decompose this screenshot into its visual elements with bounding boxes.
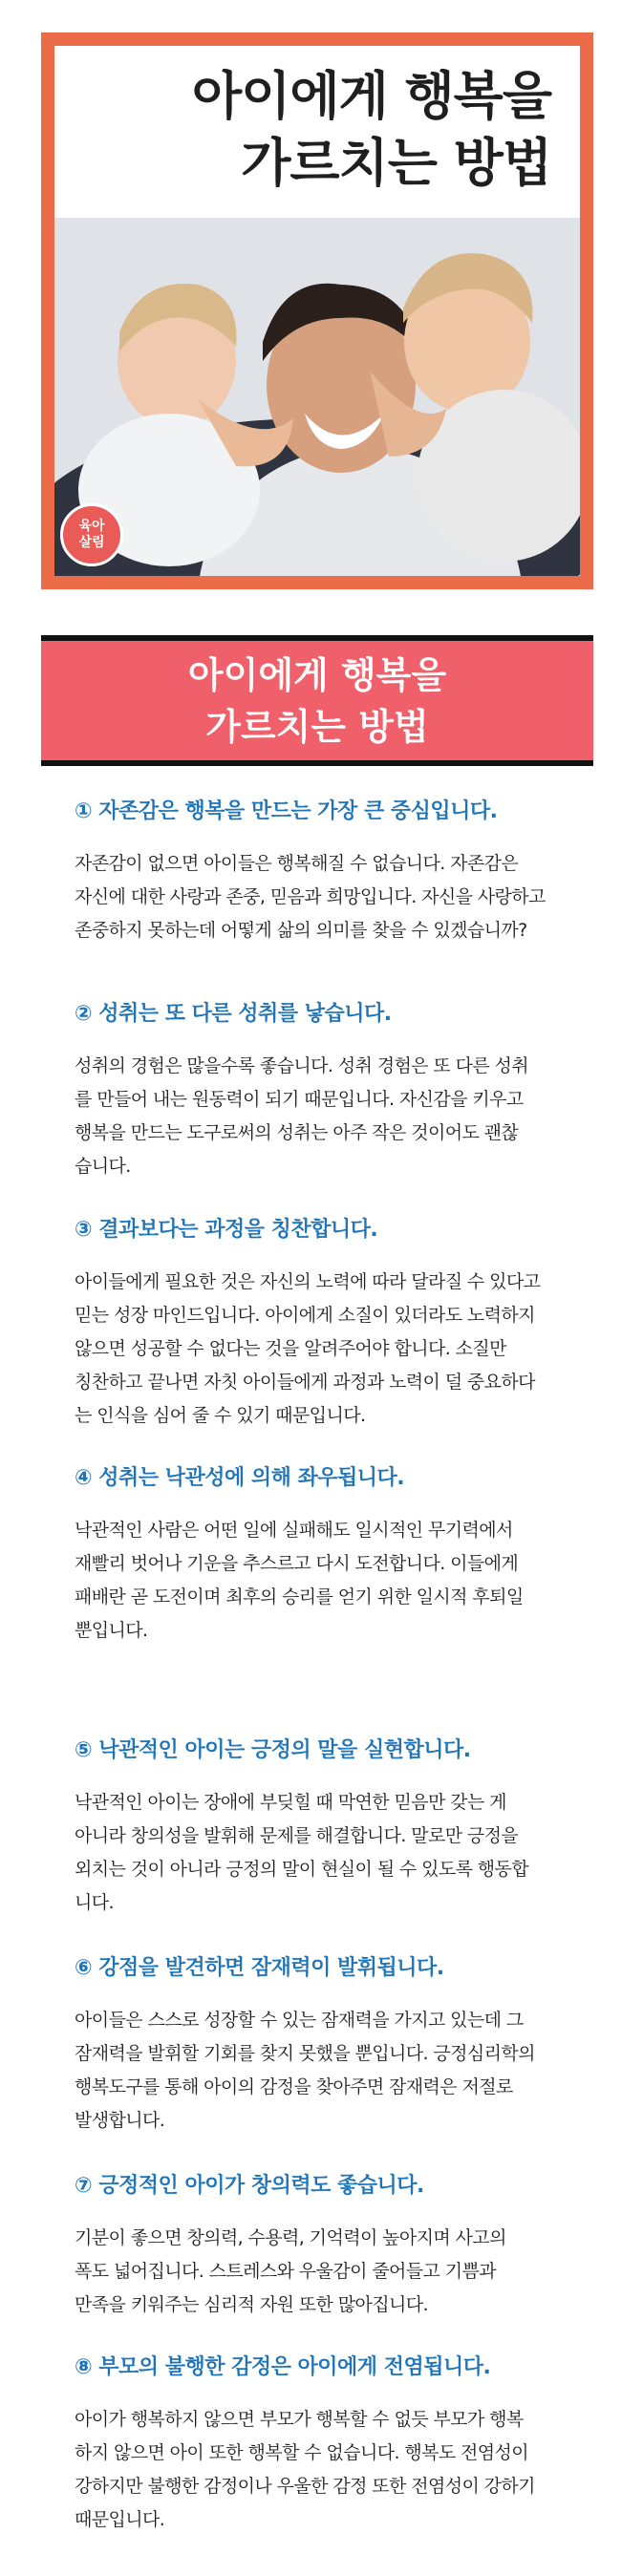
tip-body-4 bbox=[75, 1514, 596, 1648]
brand-logo bbox=[60, 503, 123, 566]
tip-body-line: 존중하지 못하는데 어떻게 삶의 의미를 찾을 수 있겠습니까? bbox=[75, 920, 527, 941]
banner-bottom-rule bbox=[41, 760, 593, 766]
tip-section-7 bbox=[75, 2172, 596, 2353]
tip-body-line: 믿는 성장 마인드입니다. 아이에게 소질이 있더라도 노력하지 bbox=[75, 1305, 535, 1326]
hero-title-line2: 가르치는 방법 bbox=[241, 133, 551, 193]
tip-body-6 bbox=[75, 2004, 596, 2138]
family-hug-illustration bbox=[54, 218, 580, 576]
tip-section-1 bbox=[75, 798, 596, 1000]
tip-section-3 bbox=[75, 1216, 596, 1464]
tip-heading-5: ⑤ 낙관적인 아이는 긍정의 말을 실현합니다. bbox=[75, 1738, 471, 1762]
tip-body-line: 폭도 넓어집니다. 스트레스와 우울감이 줄어들고 기쁨과 bbox=[75, 2261, 496, 2282]
tip-body-line: 뿐입니다. bbox=[75, 1620, 148, 1641]
tip-body-line: 성취의 경험은 많을수록 좋습니다. 성취 경험은 또 다른 성취 bbox=[75, 1055, 529, 1076]
tip-body-line: 강하지만 불행한 감정이나 우울한 감정 또한 전염성이 강하기 bbox=[75, 2476, 535, 2497]
tip-body-line: 습니다. bbox=[75, 1156, 131, 1177]
hero-title bbox=[192, 63, 551, 197]
tip-section-4 bbox=[75, 1464, 596, 1736]
tip-body-3 bbox=[75, 1266, 596, 1433]
tip-section-6 bbox=[75, 1954, 596, 2172]
tip-heading-2: ② 성취는 또 다른 성취를 낳습니다. bbox=[75, 1002, 392, 1026]
tip-body-7 bbox=[75, 2222, 596, 2322]
tip-body-1 bbox=[75, 847, 596, 947]
tip-body-8 bbox=[75, 2403, 596, 2537]
tip-heading-7: ⑦ 긍정적인 아이가 창의력도 좋습니다. bbox=[75, 2174, 424, 2198]
tip-body-line: 아이들에게 필요한 것은 자신의 노력에 따라 달라질 수 있다고 bbox=[75, 1271, 541, 1292]
tip-body-line: 칭찬하고 끝나면 자칫 아이들에게 과정과 노력이 덜 중요하다 bbox=[75, 1372, 535, 1393]
tip-body-line: 패배란 곧 도전이며 최후의 승리를 얻기 위한 일시적 후퇴일 bbox=[75, 1586, 524, 1607]
tip-section-5 bbox=[75, 1736, 596, 1954]
tip-body-line: 때문입니다. bbox=[75, 2509, 165, 2530]
tip-section-2 bbox=[75, 1000, 596, 1216]
tip-body-line: 아이들은 스스로 성장할 수 있는 잠재력을 가지고 있는데 그 bbox=[75, 2010, 524, 2031]
hero-photo bbox=[54, 218, 580, 576]
tip-heading-6: ⑥ 강점을 발견하면 잠재력이 발휘됩니다. bbox=[75, 1956, 444, 1980]
hero-title-line1: 아이에게 행복을 bbox=[192, 66, 551, 126]
tip-body-line: 하지 않으면 아이 또한 행복할 수 없습니다. 행복도 전염성이 bbox=[75, 2442, 529, 2463]
tip-body-line: 아니라 창의성을 발휘해 문제를 해결합니다. 말로만 긍정을 bbox=[75, 1825, 519, 1846]
hero-card bbox=[41, 32, 593, 589]
tip-body-line: 자존감이 없으면 아이들은 행복해질 수 없습니다. 자존감은 bbox=[75, 853, 519, 874]
tip-body-line: 기분이 좋으면 창의력, 수용력, 기억력이 높아지며 사고의 bbox=[75, 2227, 506, 2248]
tip-body-line: 아이가 행복하지 않으면 부모가 행복할 수 없듯 부모가 행복 bbox=[75, 2409, 524, 2430]
tip-heading-1: ① 자존감은 행복을 만드는 가장 큰 중심입니다. bbox=[75, 799, 498, 823]
section-banner bbox=[41, 641, 593, 760]
tip-body-2 bbox=[75, 1050, 596, 1183]
tip-body-line: 행복을 만드는 도구로써의 성취는 아주 작은 것이어도 괜찮 bbox=[75, 1122, 519, 1143]
tip-body-line: 않으면 성공할 수 없다는 것을 알려주어야 합니다. 소질만 bbox=[75, 1338, 506, 1359]
tip-body-line: 자신에 대한 사랑과 존중, 믿음과 희망입니다. 자신을 사랑하고 bbox=[75, 886, 546, 907]
tip-body-line: 행복도구를 통해 아이의 감정을 찾아주면 잠재력은 저절로 bbox=[75, 2076, 513, 2097]
tip-heading-8: ⑧ 부모의 불행한 감정은 아이에게 전염됩니다. bbox=[75, 2355, 491, 2379]
tip-body-line: 낙관적인 사람은 어떤 일에 실패해도 일시적인 무기력에서 bbox=[75, 1520, 513, 1541]
banner-line2: 가르치는 방법 bbox=[205, 705, 429, 748]
tip-body-line: 니다. bbox=[75, 1892, 114, 1913]
tip-body-line: 외치는 것이 아니라 긍정의 말이 현실이 될 수 있도록 행동합 bbox=[75, 1859, 529, 1880]
tip-body-line: 는 인식을 심어 줄 수 있기 때문입니다. bbox=[75, 1405, 366, 1426]
tip-body-line: 만족을 키워주는 심리적 자원 또한 많아집니다. bbox=[75, 2294, 428, 2315]
tip-section-8 bbox=[75, 2353, 596, 2537]
tip-body-line: 낙관적인 아이는 장애에 부딪힐 때 막연한 믿음만 갖는 게 bbox=[75, 1792, 506, 1813]
brand-logo-line2: 살림 bbox=[78, 535, 105, 550]
tip-heading-4: ④ 성취는 낙관성에 의해 좌우됩니다. bbox=[75, 1466, 405, 1490]
tip-body-5 bbox=[75, 1786, 596, 1920]
tip-body-line: 를 만들어 내는 원동력이 되기 때문입니다. 자신감을 키우고 bbox=[75, 1089, 524, 1110]
brand-logo-line1: 육아 bbox=[78, 519, 105, 534]
article-content bbox=[75, 798, 596, 2537]
tip-heading-3: ③ 결과보다는 과정을 칭찬합니다. bbox=[75, 1218, 378, 1242]
banner-line1: 아이에게 행복을 bbox=[187, 653, 447, 696]
tip-body-line: 잠재력을 발휘할 기회를 찾지 못했을 뿐입니다. 긍정심리학의 bbox=[75, 2043, 535, 2064]
tip-body-line: 발생합니다. bbox=[75, 2110, 165, 2131]
tip-body-line: 재빨리 벗어나 기운을 추스르고 다시 도전합니다. 이들에게 bbox=[75, 1553, 519, 1574]
